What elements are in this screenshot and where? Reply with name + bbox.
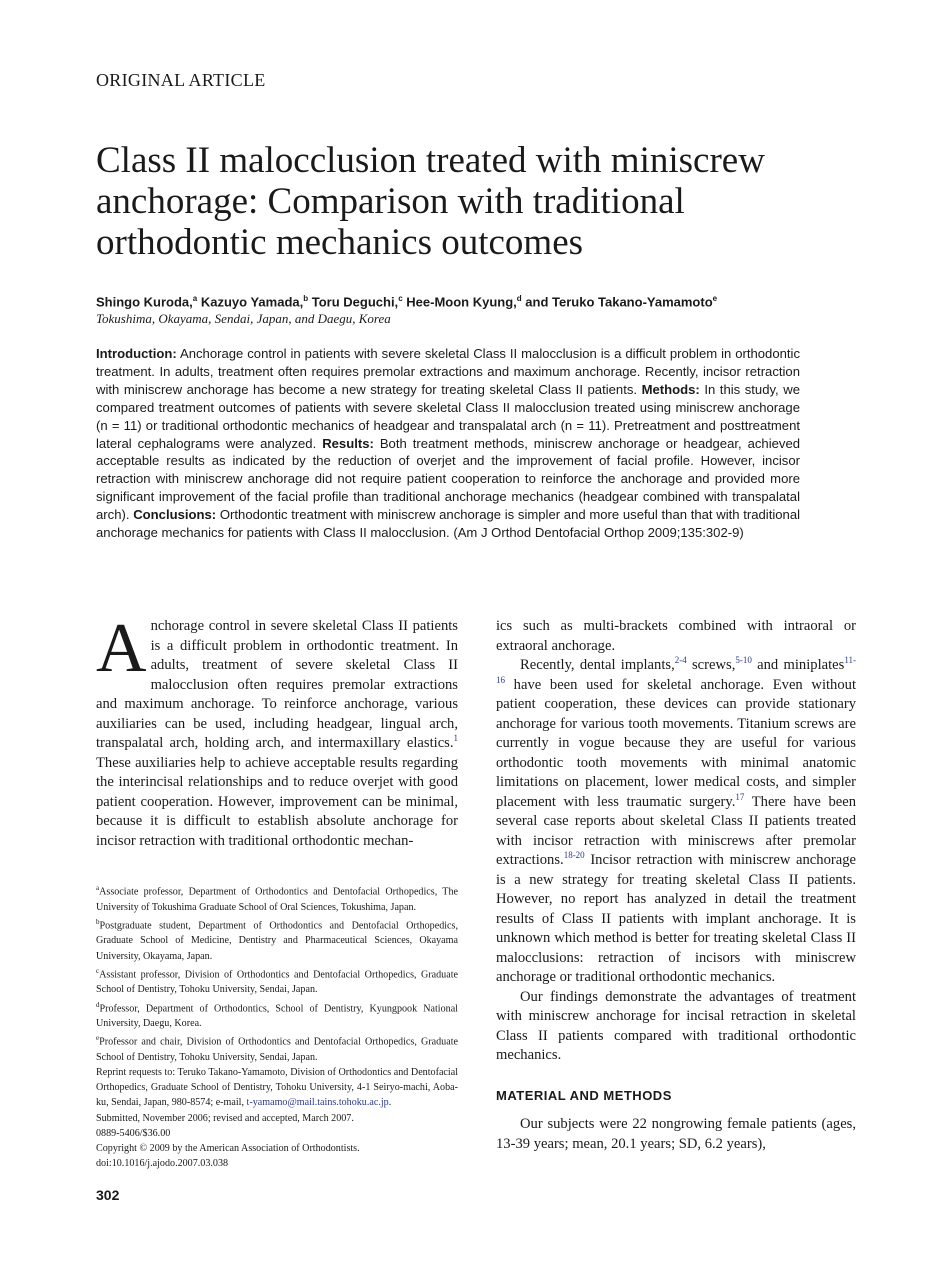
abstract-results-label: Results: <box>322 435 374 451</box>
footnote-affiliation <box>96 964 458 998</box>
abstract-results: Both treatment methods, miniscrew anchorage or headgear, achieved acceptable results as indicated by the reduction of overjet and the improvement of facial profile. However, incisor retraction with miniscrew anchorage did not require patient cooperation to reinforce the anchorage and provided more significant improvement of the facial profile than traditional anchorage mechanics (headgear combined with transpalatal arch). <box>96 435 801 523</box>
citation-link[interactable]: 18-20 <box>563 850 585 861</box>
page-number: 302 <box>96 1187 120 1203</box>
footnote-text: Professor and chair, Division of Orthodontics and Dentofacial Orthopedics, Graduate School of Dentistry, Tohoku University, Sendai, Japan. <box>96 1036 458 1063</box>
footnote-mark: a <box>96 884 100 892</box>
author-affiliation-mark: c <box>398 294 403 303</box>
citation-link[interactable]: 2-4 <box>674 655 687 666</box>
author-name: Kazuyo Yamada, <box>200 294 304 310</box>
author-conjunction: and <box>525 294 549 310</box>
citation-link[interactable]: 5-10 <box>735 655 752 666</box>
footnote-affiliation <box>96 998 458 1032</box>
citation-link[interactable]: 11-16 <box>496 655 856 685</box>
copyright: Copyright © 2009 by the American Association of Orthodontists. <box>96 1143 360 1155</box>
footnote-mark: b <box>96 917 100 926</box>
paragraph-text: These auxiliaries help to achieve acceptable results regarding the interincisal relationships and to reduce overjet with good patient cooperation. However, improvement can be minimal, because it is difficult to establish absolute anchorage for incisor retraction with traditional orthodontic mechan- <box>96 754 458 849</box>
citation-link[interactable]: 17 <box>735 791 745 802</box>
footnote-text: Assistant professor, Division of Orthodontics and Dentofacial Orthopedics, Graduate School of Dentistry, Tohoku University, Sendai, Japan. <box>96 969 458 996</box>
submission-dates: Submitted, November 2006; revised and accepted, March 2007. <box>96 1112 354 1124</box>
reprint-end: . <box>388 1097 392 1109</box>
body-column-right <box>496 617 856 1154</box>
author-list <box>96 290 856 311</box>
issn: 0889-5406/$36.00 <box>96 1127 171 1139</box>
doi[interactable]: doi:10.1016/j.ajodo.2007.03.038 <box>96 1158 229 1170</box>
intro-paragraph <box>96 610 458 851</box>
paragraph-text: There have been several case reports about skeletal Class II patients treated with incisor retraction with miniscrews after premolar extractions. <box>496 793 857 868</box>
abstract-methods: In this study, we compared treatment outcomes of patients with severe skeletal Class II malocclusion treated using miniscrew anchorage (n = 11) or traditional orthodontic mechanics of headgear and transpalatal arch (n = 11). Pretreatment and posttreatment lateral cephalograms were analyzed. <box>96 381 800 451</box>
author-affiliation-mark: d <box>516 294 522 303</box>
abstract-methods-label: Methods: <box>641 381 700 397</box>
footnote-affiliation <box>96 1031 458 1065</box>
paragraph-text: nchorage control in severe skeletal Class II patients is a difficult problem in orthodontic treatment. In adults, treatment of severe skeletal Class II malocclusion often requires premolar extractions and maximum anchorage. To reinforce anchorage, various auxiliaries can be used, including headgear, lingual arch, transpalatal arch, holding arch, and intermaxillary elastics. <box>96 618 458 751</box>
footnote-mark: c <box>96 966 100 975</box>
author-name: Hee-Moon Kyung, <box>406 294 517 310</box>
drop-cap: A <box>96 610 147 687</box>
footnotes <box>96 881 458 1171</box>
abstract <box>96 345 800 542</box>
paragraph-text: and miniplates <box>751 657 845 673</box>
reprint-text: Reprint requests to: Teruko Takano-Yamamoto, Division of Orthodontics and Dentofacial Orthopedics, Graduate School of Dentistry, Tohoku University, 4-1 Seiryo-machi, Aoba-ku, Sendai, Japan, 980-8574; e-mail, <box>96 1067 458 1109</box>
reprint-request <box>96 1065 458 1111</box>
paragraph-continued: ics such as multi-brackets combined with intraoral or extraoral anchorage. <box>496 618 856 654</box>
paragraph-text: Incisor retraction with miniscrew anchorage is a new strategy for treating skeletal Class II patients. However, no report has analyzed in detail the treatment results of Class II patients with implant anchorage. It is unknown which method is better for treating skeletal Class II malocclusions: retraction of incisors with miniscrew anchorage or traditional orthodontic mechanics. <box>496 852 856 985</box>
author-affiliation-mark: b <box>303 294 309 303</box>
email-link[interactable]: t-yamamo@mail.tains.tohoku.ac.jp <box>246 1097 389 1109</box>
footnote-text: Professor, Department of Orthodontics, School of Dentistry, Kyungpook National University, Daegu, Korea. <box>96 1002 458 1030</box>
footnote-text: Postgraduate student, Department of Orthodontics and Dentofacial Orthopedics, Graduate School of Medicine, Dentistry and Pharmaceutical Sciences, Okayama University, Okayama, Japan. <box>96 920 458 962</box>
abstract-conclusions: Orthodontic treatment with miniscrew anchorage is simpler and more useful than that with traditional anchorage mechanics for patients with Class II malocclusion. (Am J Orthod Dentofacial Orthop 2009;135:302-9) <box>96 507 801 541</box>
footnote-affiliation <box>96 881 458 915</box>
abstract-intro-label: Introduction: <box>96 346 177 361</box>
author-name: Teruko Takano-Yamamoto <box>552 294 713 310</box>
citation-link[interactable]: 1 <box>453 733 458 744</box>
abstract-intro: Anchorage control in patients with severe skeletal Class II malocclusion is a difficult problem in orthodontic treatment. In adults, treatment often requires premolar extractions and maximum anchorage. Recently, incisor retraction with miniscrew anchorage has become a new strategy for treating skeletal Class II patients. <box>96 346 800 397</box>
footnote-mark: d <box>96 1000 100 1009</box>
author-name: Shingo Kuroda, <box>96 294 193 310</box>
paragraph-findings: Our findings demonstrate the advantages of treatment with miniscrew anchorage for incisal retraction in skeletal Class II patients compared with traditional orthodontic mechanics. <box>496 988 856 1063</box>
author-name: Toru Deguchi, <box>311 294 399 310</box>
paragraph-text: have been used for skeletal anchorage. Even without patient cooperation, these devices can provide stationary anchorage for various tooth movements. Titanium screws are currently in vogue because they are useful for various orthodontic tooth movements with minimal anatomic limitations on placement, lower medical costs, and simpler placement with less traumatic surgery. <box>496 676 856 810</box>
author-locations: Tokushima, Okayama, Sendai, Japan, and Daegu, Korea <box>96 311 391 326</box>
section-heading: MATERIAL AND METHODS <box>496 1087 672 1103</box>
paragraph-text: Recently, dental implants, <box>520 657 675 673</box>
footnote-mark: e <box>96 1034 100 1043</box>
paragraph-subjects: Our subjects were 22 nongrowing female patients (ages, 13-39 years; mean, 20.1 years; SD, 6.2 years), <box>496 1116 856 1152</box>
paragraph-skeletal-anchorage <box>496 656 856 988</box>
footnote-text: Associate professor, Department of Orthodontics and Dentofacial Orthopedics, The University of Tokushima Graduate School of Oral Sciences, Tokushima, Japan. <box>96 886 458 913</box>
abstract-conclusions-label: Conclusions: <box>133 507 217 523</box>
author-affiliation-mark: a <box>192 294 198 303</box>
paragraph-text: screws, <box>686 657 736 673</box>
author-affiliation-mark: e <box>712 294 718 303</box>
article-title: Class II malocclusion treated with miniscrew anchorage: Comparison with traditional orthodontic mechanics outcomes <box>96 140 765 263</box>
section-label: ORIGINAL ARTICLE <box>96 70 266 90</box>
footnote-affiliation <box>96 915 458 964</box>
body-column-left <box>96 610 458 851</box>
